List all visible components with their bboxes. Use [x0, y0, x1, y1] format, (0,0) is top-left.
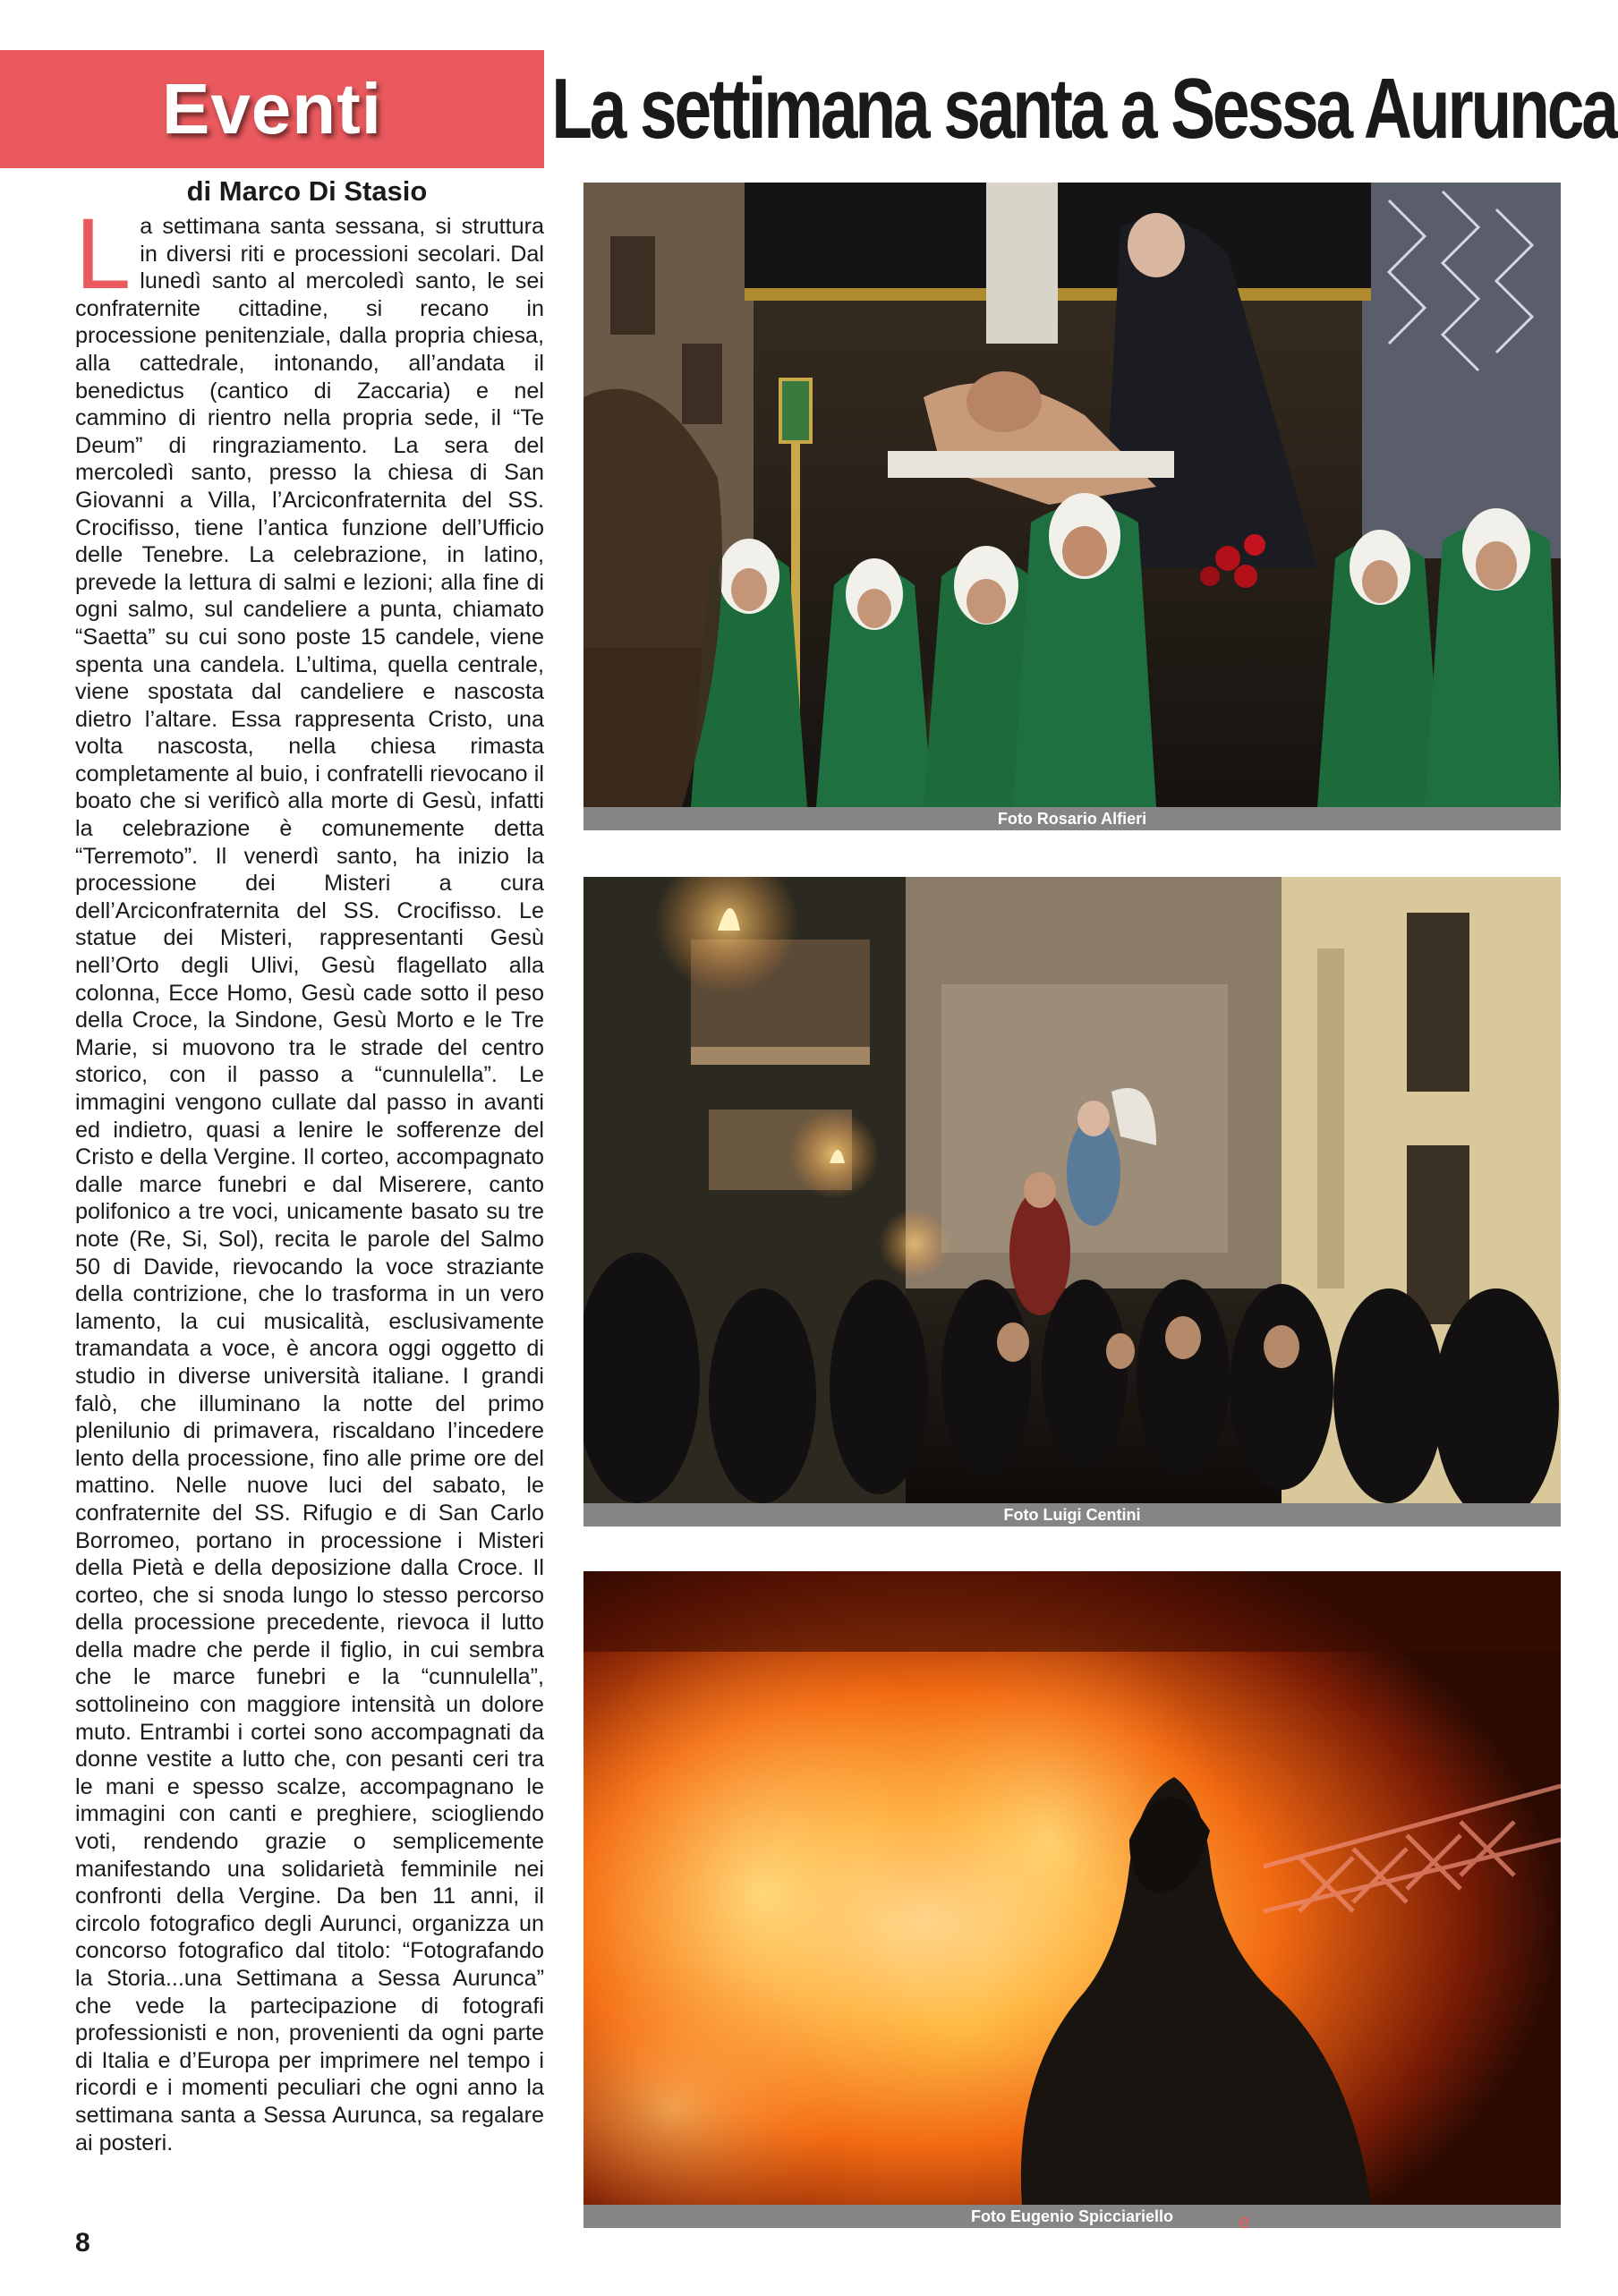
photo-procession [583, 183, 1561, 807]
article-body [75, 198, 544, 2156]
photo-caption: Foto Eugenio Spicciariello [583, 2205, 1561, 2228]
photo-bonfire [583, 1571, 1561, 2205]
headline: La settimana santa a Sessa Aurunca [551, 61, 1616, 157]
section-label: Eventi [161, 69, 383, 149]
photo-block-bonfire [583, 1571, 1561, 2228]
photo-block-procession [583, 183, 1561, 830]
drop-cap: L [75, 198, 132, 310]
byline: di Marco Di Stasio [186, 175, 428, 207]
page-number: 8 [75, 2228, 90, 2258]
photo-night-street [583, 877, 1561, 1503]
photo-caption: Foto Luigi Centini [583, 1503, 1561, 1526]
photo-caption: Foto Rosario Alfieri [583, 807, 1561, 830]
section-tag [0, 50, 544, 168]
photo-block-night-street [583, 877, 1561, 1526]
stray-mark: e [1239, 2210, 1250, 2232]
article-text: a settimana santa sessana, si struttura in diversi riti e processioni secolari. Dal lunedì santo al mercoledì santo, le sei confraternite cittadine, si recano in processione penitenziale, dalla propria chiesa, alla cattedrale, intonando, all’andata il benedictus (cantico di Zaccaria) e nel cammino di rientro nella propria sede, il “Te Deum” di ringraziamento. La sera del mercoledì santo, presso la chiesa di San Giovanni a Villa, l’Arciconfraternita del SS. Crocifisso, tiene l’antica funzione dell’Ufficio delle Tenebre. La celebrazione, in latino, prevede la lettura di salmi e lezioni; alla fine di ogni salmo, sul candeliere a punta, chiamato “Saetta” su cui sono poste 15 candele, viene spenta una candela. L’ultima, quella centrale, viene spostata dal candeliere e nascosta dietro l’altare. Essa rappresenta Cristo, una volta nascosta, nella chiesa rimasta completamente al buio, i confratelli rievocano il boato che si verificò alla morte di Gesù, infatti la celebrazione è comunemente detta “Terremoto”. Il venerdì santo, ha inizio la processione dei Misteri a cura dell’Arciconfraternita del SS. Crocifisso. Le statue dei Misteri, rappresentanti Gesù nell’Orto degli Ulivi, Gesù flagellato alla colonna, Ecce Homo, Gesù cade sotto il peso della Croce, la Sindone, Gesù Morto e le Tre Marie, si muovono tra le strade del centro storico, con il passo a “cunnulella”. Le immagini vengono cullate dal passo in avanti ed indietro, quasi a lenire le sofferenze del Cristo e della Vergine. Il corteo, accompagnato dalle marce funebri e dal Miserere, canto polifonico a tre voci, unicamente basato su tre note (Re, Si, Sol), recita le parole del Salmo 50 di Davide, rievocando la voce straziante della contrizione, che lo trasforma in un vero lamento, la cui musicalità, esclusivamente tramandata a voce, è ancora oggi oggetto di studio in diverse università italiane. I grandi falò, che illuminano la notte del primo plenilunio di primavera, riscaldano l’incedere lento della processione, fino alle prime ore del mattino. Nelle nuove luci del sabato, le confraternite del SS. Rifugio e di San Carlo Borromeo, portano in processione i Misteri della Pietà e della deposizione dalla Croce. Il corteo, che si snoda lungo lo stesso percorso della processione precedente, rievoca il lutto della madre che perde il figlio, in cui sembra che le marce funebri e la “cunnulella”, sottolineino con maggiore intensità un dolore muto. Entrambi i cortei sono accompagnati da donne vestite a lutto che, con pesanti ceri tra le mani e spesso scalze, accompagnano le immagini con canti e preghiere, sciogliendo voti, rendendo grazie o semplicemente manifestando una solidarietà femminile nei confronti della Vergine. Da ben 11 anni, il circolo fotografico degli Aurunci, organizza un concorso fotografico dal titolo: “Fotografando la Storia...una Settimana a Sessa Aurunca” che vede la partecipazione di fotografi professionisti e non, provenienti da ogni parte di Italia e d’Europa per imprimere nel tempo i ricordi e i momenti peculiari che ogni anno la settimana santa a Sessa Aurunca, sa regalare ai posteri. [75, 214, 544, 2156]
